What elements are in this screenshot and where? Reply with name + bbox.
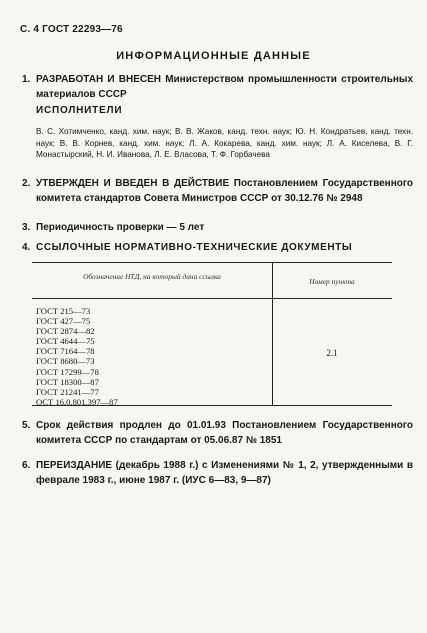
item-text: Срок действия продлен до 01.01.93 Постановлением Государственного комитета СССР по стандартам от 05.06.87 № 1851	[36, 420, 413, 446]
item-approved	[22, 176, 413, 206]
column-header-punkt: Номер пункта	[309, 277, 355, 286]
document-row: ГОСТ 4644—75	[36, 336, 95, 347]
document-row: ГОСТ 2874—82	[36, 326, 95, 337]
item-label: УТВЕРЖДЕН И ВВЕДЕН В ДЕЙСТВИЕ	[36, 178, 230, 189]
item-label: РАЗРАБОТАН И ВНЕСЕН	[36, 74, 161, 85]
item-number: 4.	[22, 242, 31, 253]
document-row: ГОСТ 21241—77	[36, 386, 99, 397]
item-number: 5.	[22, 420, 31, 431]
item-developed	[22, 72, 413, 102]
table-top-rule	[32, 262, 392, 263]
item-text: Постановлением Государственного комитета стандартов Совета Министров СССР от 30.12.76 № 2948	[36, 178, 413, 204]
item-periodicity	[22, 220, 413, 235]
item-label: ПЕРЕИЗДАНИЕ	[36, 460, 113, 471]
item-body	[22, 458, 413, 488]
document-row: ГОСТ 18300—87	[36, 376, 99, 387]
documents-list	[36, 306, 118, 407]
item-number: 3.	[22, 222, 31, 233]
document-row: ГОСТ 427—75	[36, 316, 91, 327]
document-row: ГОСТ 17299—78	[36, 366, 99, 377]
page-header: С. 4 ГОСТ 22293—76	[20, 24, 123, 35]
punkt-value: 2.1	[326, 348, 338, 358]
item-references	[22, 240, 413, 255]
item-body	[22, 176, 413, 206]
item-label: ССЫЛОЧНЫЕ НОРМАТИВНО-ТЕХНИЧЕСКИЕ ДОКУМЕНТЫ	[36, 242, 353, 253]
item-text: (декабрь 1988 г.) с Изменениями № 1, 2, утвержденными в феврале 1983 г., июне 1987 г. (ИУС 6—83, 9—87)	[36, 460, 414, 486]
item-validity	[22, 418, 413, 448]
table-header-rule	[32, 298, 392, 299]
item-text: Министерством промышленности строительных материалов СССР	[36, 74, 414, 100]
item-number: 6.	[22, 460, 31, 471]
document-row: ГОСТ 7164—78	[36, 346, 95, 357]
references-table	[32, 262, 392, 406]
item-reissue	[22, 458, 413, 488]
item-number: 1.	[22, 74, 31, 85]
item-number: 2.	[22, 178, 31, 189]
document-row: ГОСТ 215—73	[36, 306, 91, 316]
document-row: ОСТ 16.0.801.397—87	[36, 396, 118, 407]
item-text: Периодичность проверки — 5 лет	[36, 222, 205, 233]
executors-heading: ИСПОЛНИТЕЛИ	[36, 105, 123, 116]
executors-list: В. С. Хотимченко, канд. хим. наук; В. В. Жаков, канд. техн. наук; Ю. Н. Кондратьев, канд. техн. наук; В. В. Корнев, канд. хим. наук; Л. А. Кокарева, канд. хим. наук; Л. А. Киселева, В. Г. Монастырский, Н. И. Иванова, Л. Е. Власова, Т. Ф. Горбачева	[36, 127, 413, 160]
document-row: ГОСТ 8680—73	[36, 356, 95, 367]
section-title: ИНФОРМАЦИОННЫЕ ДАННЫЕ	[116, 50, 311, 62]
item-body	[22, 72, 413, 102]
column-header-document: Обозначение НТД, на который дана ссылка	[83, 272, 221, 281]
